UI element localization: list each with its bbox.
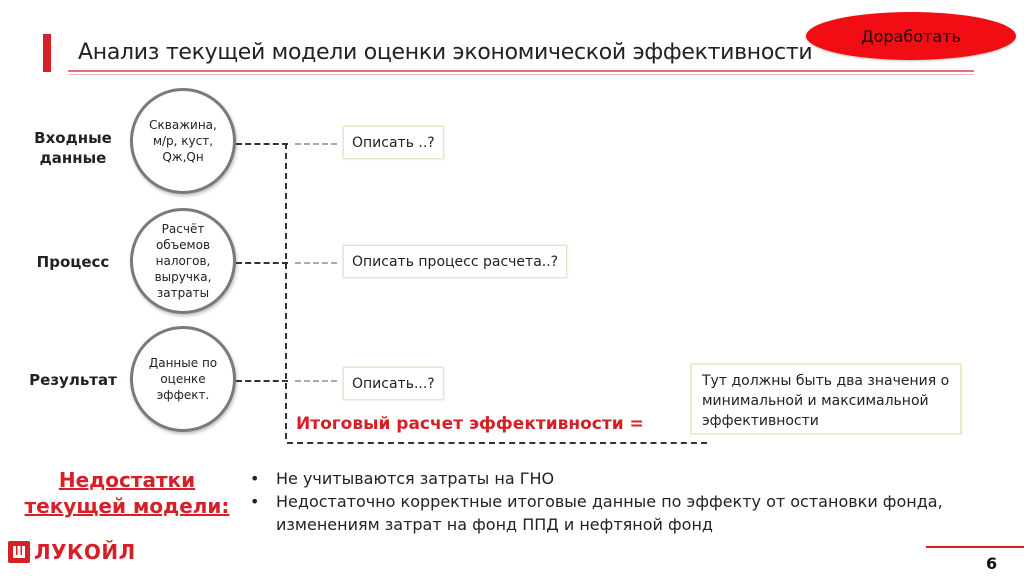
circle-result-text-2: оценке xyxy=(160,372,206,386)
footer-line xyxy=(926,546,1024,548)
circle-input xyxy=(130,88,236,194)
circle-result-text-3: эффект. xyxy=(156,388,210,402)
page-title: Анализ текущей модели оценки экономической эффективности xyxy=(78,40,813,65)
row-label-input-line2: данные xyxy=(39,149,107,167)
describe-result-box[interactable]: Описать...? xyxy=(343,367,444,400)
row-label-result: Результат xyxy=(29,371,117,389)
circle-process-text-4: выручка, xyxy=(154,270,212,284)
connector-vertical xyxy=(285,143,287,439)
deficits-title-line1: Недостатки xyxy=(58,468,196,492)
connector-input-box xyxy=(295,143,337,145)
describe-process-box[interactable]: Описать процесс расчета..? xyxy=(343,245,567,278)
circle-process-text-1: Расчёт xyxy=(161,222,205,236)
lukoil-logo-icon xyxy=(8,541,30,563)
page-number: 6 xyxy=(986,554,998,573)
bullet-icon: • xyxy=(250,492,260,511)
circle-process-text-2: объемов xyxy=(155,238,211,252)
title-underline xyxy=(68,70,974,72)
total-efficiency-label: Итоговый расчет эффективности = xyxy=(296,414,644,434)
deficit-item-1: Не учитываются затраты на ГНО xyxy=(276,469,555,488)
list-item xyxy=(250,467,950,490)
bullet-icon: • xyxy=(250,469,260,488)
circle-process xyxy=(130,208,236,314)
deficits-title xyxy=(22,467,232,519)
lukoil-logo xyxy=(8,540,136,564)
connector-result xyxy=(236,380,288,382)
connector-total-bottom xyxy=(287,442,707,444)
rework-badge[interactable]: Доработать xyxy=(806,12,1016,60)
connector-process-box xyxy=(295,262,337,264)
efficiency-note: Тут должны быть два значения о минимальной и максимальной эффективности xyxy=(690,363,962,435)
circle-input-text-3: Qж,Qн xyxy=(162,150,204,164)
circle-input-text-2: м/р, куст, xyxy=(152,134,214,148)
describe-input-box[interactable]: Описать ..? xyxy=(343,126,444,159)
deficits-list xyxy=(250,467,950,536)
row-label-process: Процесс xyxy=(36,253,110,271)
circle-input-text-1: Скважина, xyxy=(149,118,217,132)
connector-input xyxy=(236,143,288,145)
circle-process-text-3: налогов, xyxy=(155,254,211,268)
circle-result-text-1: Данные по xyxy=(148,356,218,370)
circle-process-text-5: затраты xyxy=(156,286,210,300)
connector-process xyxy=(236,262,288,264)
deficit-item-2: Недостаточно корректные итоговые данные по эффекту от остановки фонда, изменениям затрат на фонд ППД и нефтяной фонд xyxy=(276,492,943,534)
row-label-input xyxy=(28,128,118,168)
title-accent-bar xyxy=(43,34,51,72)
logo-text: ЛУКОЙЛ xyxy=(34,540,136,564)
deficits-title-line2: текущей модели: xyxy=(24,494,230,518)
list-item xyxy=(250,490,950,536)
row-label-input-line1: Входные xyxy=(34,129,112,147)
connector-result-box xyxy=(295,380,337,382)
circle-result xyxy=(130,326,236,432)
title-underline-thin xyxy=(68,74,974,75)
